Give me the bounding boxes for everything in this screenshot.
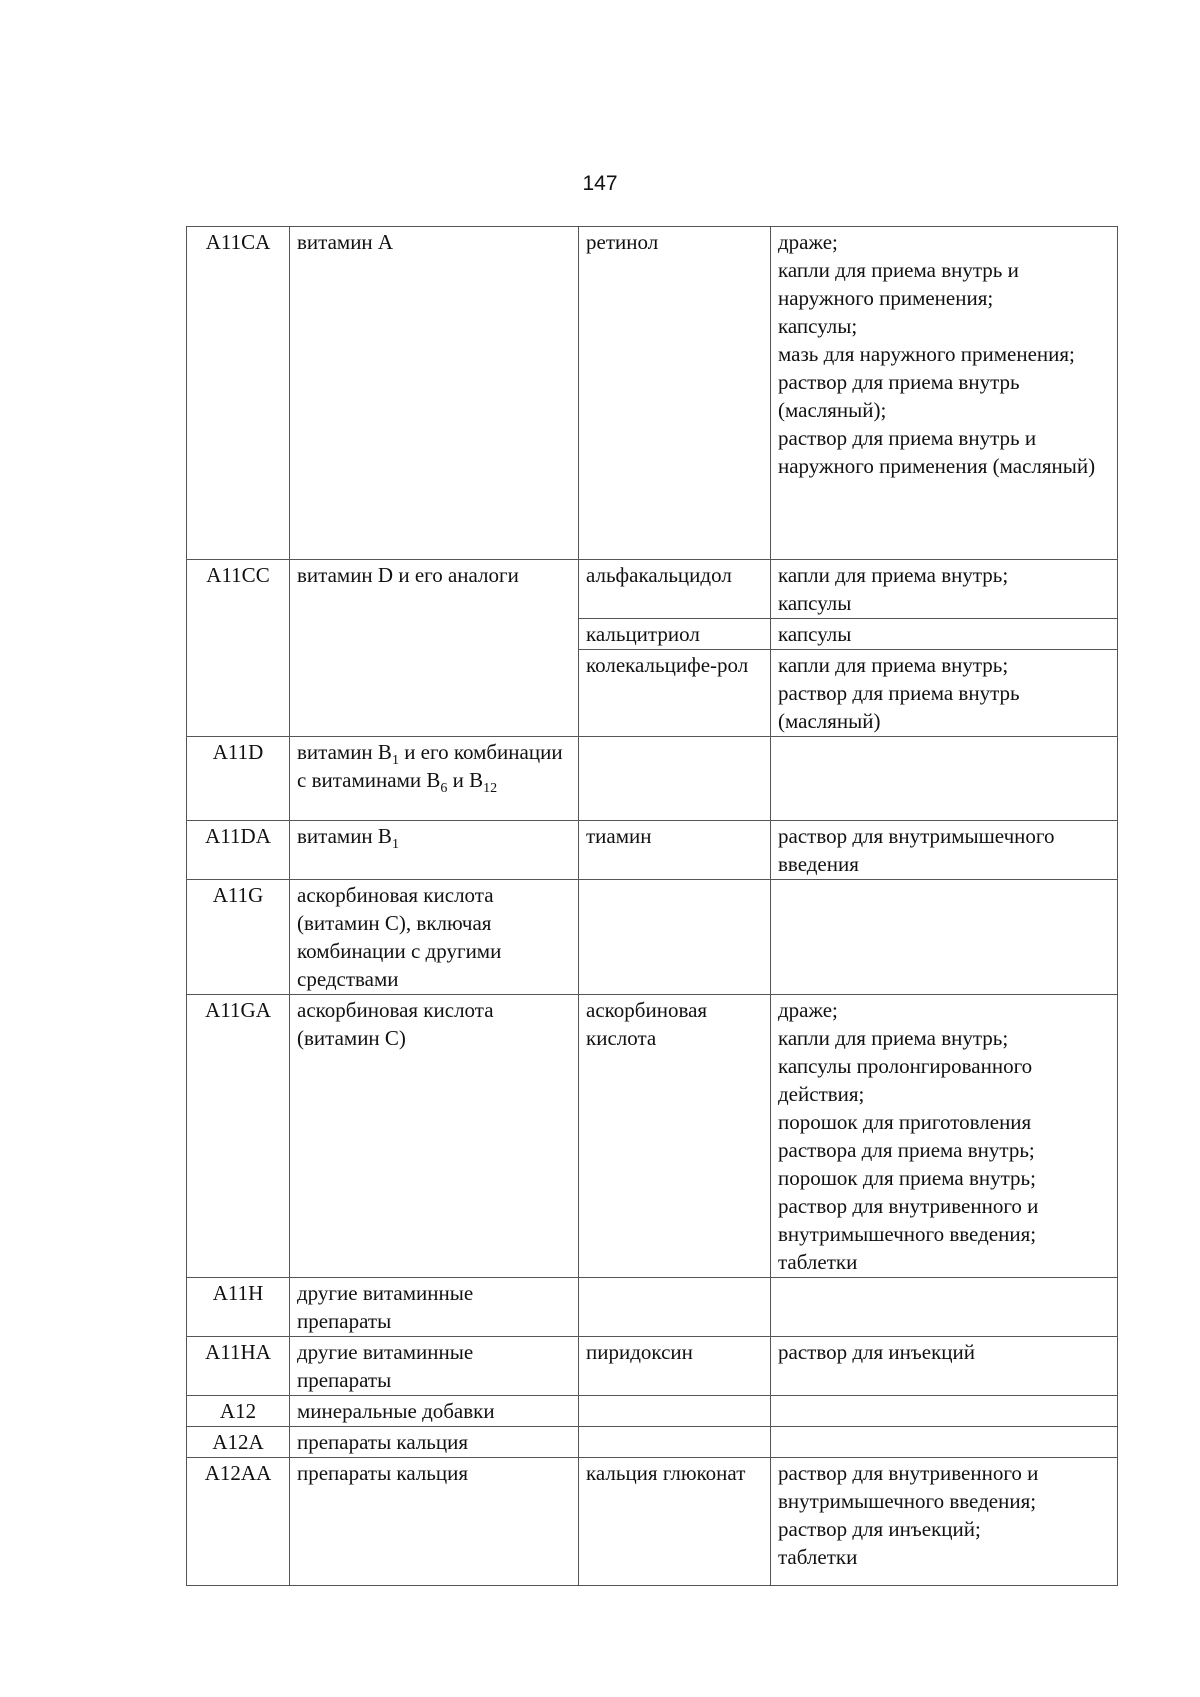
table-row — [187, 737, 1118, 821]
drug-name: кальция глюконат — [579, 1458, 771, 1586]
dosage-form: капли для приема внутрь; — [778, 1026, 1009, 1050]
dosage-forms — [771, 1278, 1118, 1337]
pharmacological-group: аскорбиновая кислота (витамин С) — [290, 995, 579, 1278]
drug-name — [579, 650, 771, 737]
atc-code: A12A — [187, 1427, 290, 1458]
drug-name — [579, 880, 771, 995]
dosage-forms — [771, 227, 1118, 560]
table-row — [187, 1458, 1118, 1586]
dosage-forms — [771, 880, 1118, 995]
table-row — [187, 227, 1118, 560]
table-row — [187, 821, 1118, 880]
dosage-form: раствор для инъекций; — [778, 1517, 981, 1541]
dosage-form: капли для приема внутрь; — [778, 563, 1009, 587]
dosage-form: порошок для приготовления раствора для приема внутрь; — [778, 1110, 1035, 1162]
drug-name: ретинол — [579, 227, 771, 560]
drug-name: альфакальцидол — [579, 560, 771, 619]
dosage-forms — [771, 1458, 1118, 1586]
page-number: 147 — [582, 172, 618, 195]
drug-name-text: колекальцифе-рол — [586, 653, 749, 677]
dosage-form: таблетки — [778, 1250, 858, 1274]
pharmacological-group: минеральные добавки — [290, 1396, 579, 1427]
atc-code: A12AA — [187, 1458, 290, 1586]
drug-name — [579, 1427, 771, 1458]
pharmacological-group: другие витаминные препараты — [290, 1337, 579, 1396]
atc-code: A11H — [187, 1278, 290, 1337]
dosage-form: таблетки — [778, 1545, 858, 1569]
drug-name: тиамин — [579, 821, 771, 880]
pharmacological-group: препараты кальция — [290, 1427, 579, 1458]
atc-code: A11HA — [187, 1337, 290, 1396]
dosage-form: раствор для внутривенного и внутримышечного введения; — [778, 1194, 1039, 1246]
dosage-form: раствор для внутривенного и внутримышечного введения; — [778, 1461, 1039, 1513]
dosage-form: раствор для приема внутрь (масляный) — [778, 681, 1020, 733]
dosage-form: мазь для наружного применения; — [778, 342, 1075, 366]
group-text: витамин B — [297, 740, 392, 764]
dosage-form: раствор для приема внутрь и наружного применения (масляный) — [778, 426, 1096, 478]
table-row — [187, 1427, 1118, 1458]
dosage-forms — [771, 1427, 1118, 1458]
atc-code: A11DA — [187, 821, 290, 880]
dosage-forms — [771, 737, 1118, 821]
dosage-forms — [771, 821, 1118, 880]
pharmacological-group: препараты кальция — [290, 1458, 579, 1586]
atc-code: A11G — [187, 880, 290, 995]
subscript: 6 — [440, 781, 448, 797]
dosage-forms — [771, 619, 1118, 650]
table-row — [187, 560, 1118, 619]
atc-code: A11GA — [187, 995, 290, 1278]
table-row — [187, 995, 1118, 1278]
atc-code: A11D — [187, 737, 290, 821]
drug-name — [579, 1278, 771, 1337]
dosage-form: раствор для инъекций — [778, 1340, 975, 1364]
dosage-form: порошок для приема внутрь; — [778, 1166, 1036, 1190]
drug-name: аскорбиновая кислота — [579, 995, 771, 1278]
atc-code: A12 — [187, 1396, 290, 1427]
dosage-forms — [771, 560, 1118, 619]
dosage-form: драже; — [778, 230, 838, 254]
group-text: витамин B — [297, 824, 392, 848]
dosage-form: капсулы пролонгированного действия; — [778, 1054, 1033, 1106]
drug-name — [579, 1396, 771, 1427]
pharmacological-group: другие витаминные препараты — [290, 1278, 579, 1337]
group-text: и его комбинации с витаминами B — [297, 740, 563, 792]
dosage-form: капли для приема внутрь и наружного применения; — [778, 258, 1019, 310]
dosage-form: раствор для внутримышечного введения — [778, 824, 1055, 876]
dosage-form: капсулы — [778, 591, 852, 615]
table-row — [187, 1278, 1118, 1337]
table-row — [187, 880, 1118, 995]
dosage-form: капли для приема внутрь; — [778, 653, 1009, 677]
drug-table — [186, 226, 1118, 1586]
dosage-form: капсулы — [778, 622, 852, 646]
drug-name: кальцитриол — [579, 619, 771, 650]
atc-code: A11CA — [187, 227, 290, 560]
pharmacological-group: витамин A — [290, 227, 579, 560]
dosage-form: капсулы; — [778, 314, 858, 338]
dosage-form: раствор для приема внутрь (масляный); — [778, 370, 1020, 422]
atc-code: A11CC — [187, 560, 290, 737]
pharmacological-group — [290, 821, 579, 880]
dosage-forms — [771, 1396, 1118, 1427]
pharmacological-group — [290, 737, 579, 821]
drug-name: пиридоксин — [579, 1337, 771, 1396]
table-row — [187, 1396, 1118, 1427]
drug-name — [579, 737, 771, 821]
table-row — [187, 1337, 1118, 1396]
dosage-form: драже; — [778, 998, 838, 1022]
dosage-forms — [771, 995, 1118, 1278]
subscript: 12 — [483, 781, 498, 797]
group-text: и B — [447, 768, 484, 792]
dosage-forms — [771, 1337, 1118, 1396]
pharmacological-group: витамин D и его аналоги — [290, 560, 579, 737]
subscript: 1 — [391, 837, 399, 853]
subscript: 1 — [391, 753, 399, 769]
dosage-forms — [771, 650, 1118, 737]
pharmacological-group: аскорбиновая кислота (витамин С), включая комбинации с другими средствами — [290, 880, 579, 995]
